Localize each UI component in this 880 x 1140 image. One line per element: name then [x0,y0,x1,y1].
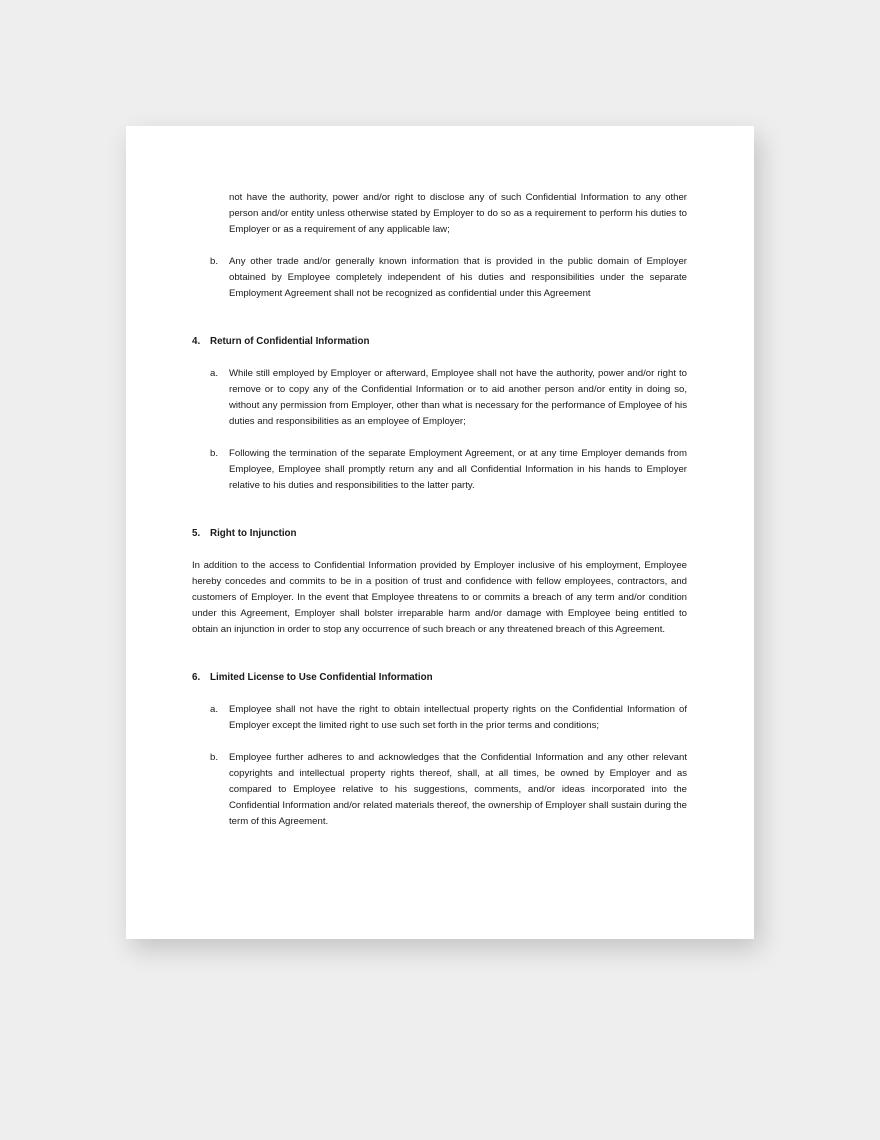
list-item-text: Any other trade and/or generally known information that is provided in the public domain of Employer obtained by Employee completely independent of his duties and responsibilities under the separate Employment Agreement shall not be recognized as confidential under this Agreement [229,256,687,299]
list-item-text: Employee shall not have the right to obtain intellectual property rights on the Confidential Information of Employer except the limited right to use such set forth in the prior terms and conditions; [229,704,687,731]
section-6-item-a [192,702,687,734]
section-title: Return of Confidential Information [210,336,370,347]
list-item-b-previous [192,254,687,302]
section-6-item-b [192,750,687,830]
section-6-heading [192,670,687,686]
list-item-text: Employee further adheres to and acknowledges that the Confidential Information and any other relevant copyrights and intellectual property rights thereof, shall, at all times, be owned by Employer and as compared to Employee relative to his suggestions, comments, and/or ideas incorporated into the Confidential Information and/or related materials thereof, the ownership of Employer shall sustain during the term of this Agreement. [229,752,687,827]
continuation-text: not have the authority, power and/or right to disclose any of such Confidential Information to any other person and/or entity unless otherwise stated by Employer to do so as a requirement to perform his duties to Employer or as a requirement of any applicable law; [229,192,687,235]
list-marker: a. [210,704,219,715]
list-item-text: While still employed by Employer or afterward, Employee shall not have the authority, power and/or right to remove or to copy any of the Confidential Information or to aid another person and/or entity in doing so, without any permission from Employer, other than what is necessary for the performance of Employee of his duties and responsibilities as an employee of Employer; [229,368,687,427]
document-page [126,126,754,939]
section-5-heading [192,526,687,542]
section-number: 6. [192,672,201,683]
continuation-paragraph [192,190,687,238]
section-5-paragraph: In addition to the access to Confidential Information provided by Employer inclusive of his employment, Employee hereby concedes and commits to be in a position of trust and confidence with fellow employees, contractors, and customers of Employer. In the event that Employee threatens to or commits a breach of any term and/or condition under this Agreement, Employer shall bolster irreparable harm and/or damage with Employee being entitled to obtain an injunction in order to stop any occurrence of such breach or any threatened breach of this Agreement. [192,560,687,635]
section-number: 5. [192,528,201,539]
list-item-text: Following the termination of the separate Employment Agreement, or at any time Employer demands from Employee, Employee shall promptly return any and all Confidential Information in his hands to Employer relative to his duties and responsibilities to the latter party. [229,448,687,491]
list-marker: a. [210,368,219,379]
list-marker: b. [210,448,219,459]
section-title: Limited License to Use Confidential Information [210,672,433,683]
list-marker: b. [210,256,219,267]
section-4-item-a [192,366,687,430]
section-4-item-b [192,446,687,494]
section-4-heading [192,334,687,350]
section-number: 4. [192,336,201,347]
section-title: Right to Injunction [210,528,297,539]
document-content [192,190,687,830]
list-marker: b. [210,752,219,763]
